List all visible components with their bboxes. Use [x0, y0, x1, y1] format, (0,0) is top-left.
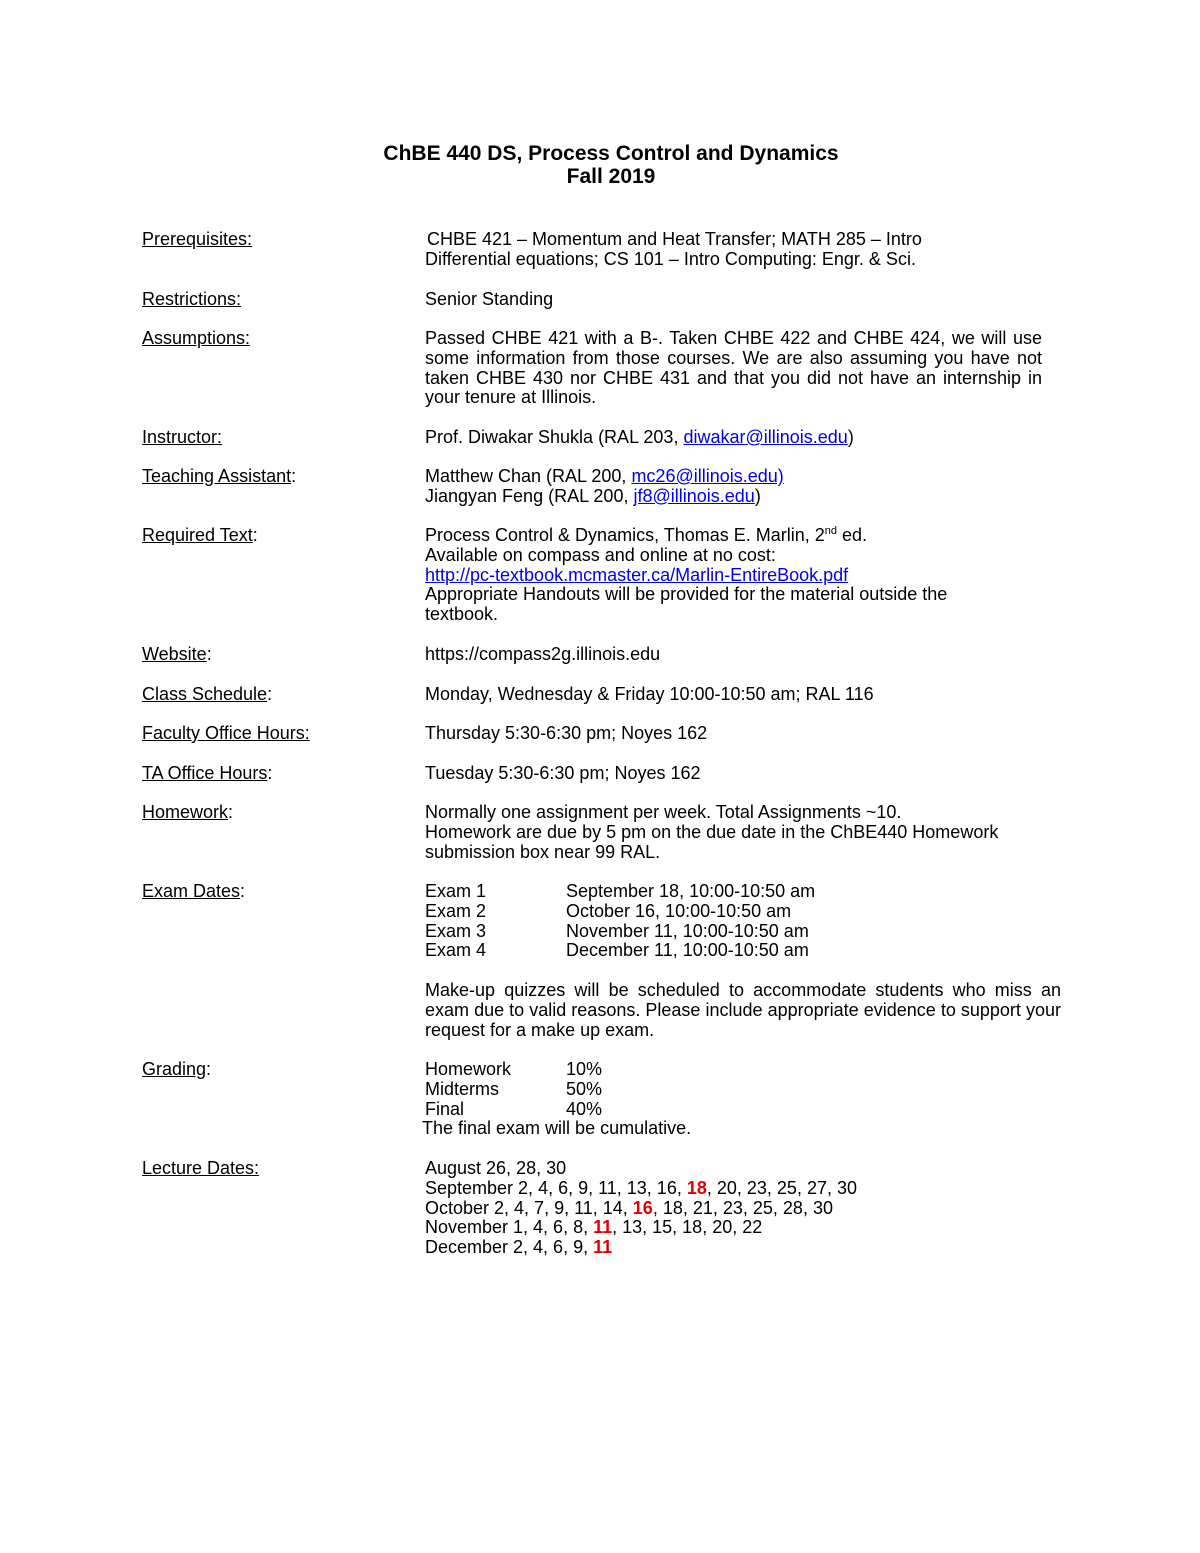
instructor-email-link[interactable]: diwakar@illinois.edu [683, 427, 848, 447]
grading-item: Midterms 50% [425, 1078, 603, 1099]
homework-line: Normally one assignment per week. Total Assignments ~10. [425, 802, 902, 822]
instructor-value: Prof. Diwakar Shukla (RAL 203, diwakar@illinois.edu) [425, 427, 854, 447]
website-value: https://compass2g.illinois.edu [425, 644, 661, 664]
lecture-dates-label: Lecture Dates: [142, 1158, 260, 1178]
handouts-note: Appropriate Handouts will be provided for the material outside the textbook. [425, 584, 948, 625]
exam-item: Exam 3 November 11, 10:00-10:50 am [425, 920, 809, 941]
exam-item: Exam 4 December 11, 10:00-10:50 am [425, 940, 809, 961]
restrictions-value: Senior Standing [425, 289, 554, 309]
prerequisites-line: CHBE 421 – Momentum and Heat Transfer; MATH 285 – Intro [427, 229, 922, 249]
homework-line: Homework are due by 5 pm on the due date in the ChBE440 Homework [425, 821, 999, 842]
lecture-month: November 1, 4, 6, 8, 11, 13, 15, 18, 20, 22 [425, 1217, 763, 1238]
page-subtitle: Fall 2019 [566, 165, 656, 188]
textbook-url-link[interactable]: http://pc-textbook.mcmaster.ca/Marlin-EntireBook.pdf [425, 564, 849, 585]
ta-email-link[interactable]: jf8@illinois.edu [633, 485, 755, 506]
assumptions-value: Passed CHBE 421 with a B-. Taken CHBE 422 and CHBE 424, we will use some information from those courses. We are also assuming you have not taken CHBE 430 nor CHBE 431 and that you did not have an internship in your tenure at Illinois. [425, 328, 1042, 408]
required-text-label: Required Text: [142, 525, 258, 545]
grading-item: Homework 10% [425, 1059, 603, 1079]
exam-date-highlight: 16 [632, 1197, 653, 1218]
textbook-availability: Available on compass and online at no cost: [425, 544, 776, 565]
exam-date-highlight: 18 [686, 1177, 707, 1198]
class-schedule-label: Class Schedule: [142, 684, 273, 704]
faculty-hours-label: Faculty Office Hours: [142, 723, 310, 743]
ta-hours-value: Tuesday 5:30-6:30 pm; Noyes 162 [425, 763, 701, 783]
exam-date-highlight: 11 [593, 1237, 613, 1258]
ta-hours-label: TA Office Hours: [142, 763, 273, 783]
exam-dates-label: Exam Dates: [142, 881, 246, 901]
ta-email-link[interactable]: mc26@illinois.edu) [631, 466, 784, 486]
ta-person: Jiangyan Feng (RAL 200, jf8@illinois.edu) [425, 485, 761, 506]
homework-label: Homework: [142, 802, 234, 822]
assumptions-label: Assumptions: [142, 328, 251, 348]
lecture-month: December 2, 4, 6, 9, 11 [425, 1237, 613, 1258]
grading-label: Grading: [142, 1059, 212, 1079]
ta-person: Matthew Chan (RAL 200, mc26@illinois.edu) [425, 466, 784, 486]
homework-line: submission box near 99 RAL. [425, 841, 661, 862]
textbook-title: Process Control & Dynamics, Thomas E. Marlin, 2nd ed. [425, 525, 868, 545]
class-schedule-value: Monday, Wednesday & Friday 10:00-10:50 am; RAL 116 [425, 684, 874, 704]
lecture-month: August 26, 28, 30 [425, 1158, 567, 1178]
page-title: ChBE 440 DS, Process Control and Dynamics [383, 142, 839, 165]
faculty-hours-value: Thursday 5:30-6:30 pm; Noyes 162 [425, 723, 708, 743]
lecture-month: September 2, 4, 6, 9, 11, 13, 16, 18, 20, 23, 25, 27, 30 [425, 1177, 857, 1198]
prerequisites-value [425, 230, 1065, 270]
instructor-label: Instructor: [142, 427, 223, 447]
lecture-month: October 2, 4, 7, 9, 11, 14, 16, 18, 21, 23, 25, 28, 30 [425, 1197, 833, 1218]
makeup-note: Make-up quizzes will be scheduled to accommodate students who miss an exam due to valid reasons. Please include appropriate evidence to support your request for a make up exam. [425, 979, 1061, 1040]
exam-item: Exam 2 October 16, 10:00-10:50 am [425, 900, 792, 921]
prerequisites-label: Prerequisites: [142, 229, 253, 249]
website-label: Website: [142, 644, 212, 664]
ta-label: Teaching Assistant: [142, 466, 297, 486]
grading-item: Final 40% [425, 1098, 603, 1119]
prerequisites-line: Differential equations; CS 101 – Intro Computing: Engr. & Sci. [425, 248, 916, 269]
restrictions-label: Restrictions: [142, 289, 242, 309]
exam-date-highlight: 11 [593, 1217, 613, 1238]
grading-note: The final exam will be cumulative. [422, 1118, 692, 1139]
exam-item: Exam 1 September 18, 10:00-10:50 am [425, 881, 816, 901]
